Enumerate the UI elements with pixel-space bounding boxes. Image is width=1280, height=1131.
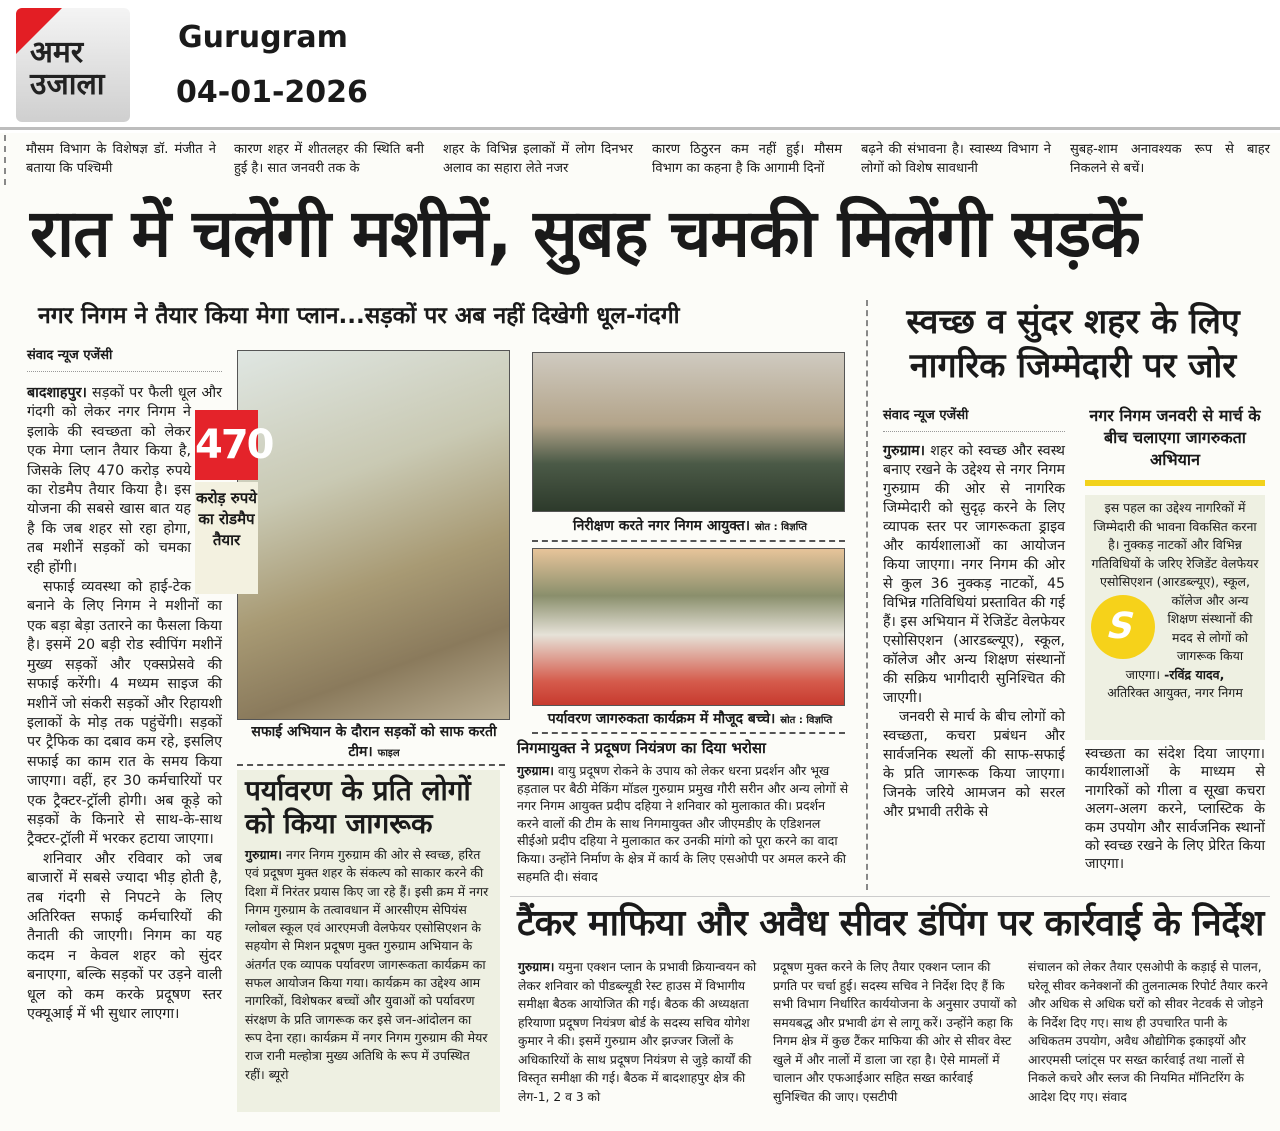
main-story-paragraph: सफाई व्यवस्था को हाई-टेक बनाने के लिए निगम ने मशीनों का एक बड़ा बेड़ा उतारने का फैसला किया है। इसमें 20 बड़ी रोड स्वीपिंग मशीनें मुख्य सड़कों और एक्सप्रेसवे की सफाई करेंगी। 4 मध्यम साइज की मशीनें जो संकरी सड़कों और रिहायशी इलाकों के मोड़ तक पहुंचेंगी। सड़कों पर ट्रैफिक का दबाव कम रहे, इसलिए सफाई का काम रात के समय किया जाएगा। वहीं, हर 30 कर्मचारियों पर एक ट्रैक्टर-ट्रॉली होगी। अब कूड़े को सड़कों के किनारे से साथ-के-साथ ट्रैक्टर-ट्रॉली में भरकर हटाया जाएगा।	[27, 579, 222, 848]
divider	[237, 764, 505, 766]
bottom-headline: टैंकर माफिया और अवैध सीवर डंपिंग पर कार्रवाई के निर्देश	[517, 903, 1264, 944]
logo-text-line2: उजाला	[30, 67, 105, 102]
top-strip-text: कारण शहर में शीतलहर की स्थिति बनी हुई है। सात जनवरी तक के	[234, 142, 424, 176]
quote-author: -रविंद्र यादव,	[1164, 666, 1225, 682]
divider	[532, 732, 845, 734]
yellow-accent-bar	[1085, 480, 1265, 486]
env-awareness-box	[237, 770, 500, 1112]
side-headline-block	[1085, 405, 1265, 471]
env-box-text: नगर निगम गुरुग्राम की ओर से स्वच्छ, हरित एवं प्रदूषण मुक्त शहर के संकल्प को साकार करने की दिशा में निरंतर प्रयास किए जा रहे हैं। इसी क्रम में नगर निगम गुरुग्राम के तत्वावधान में आरसीएम सेपियंस ग्लोबल स्कूल एवं आरएमजी वेलफेयर एसोसिएशन के सहयोग से मिशन प्रदूषण मुक्त गुरुग्राम अभियान के अंतर्गत एक व्यापक पर्यावरण जागरूकता कार्यक्रम का सफल आयोजन किया गया। कार्यक्रम का उद्देश्य आम नागरिकों, विशेषकर बच्चों और युवाओं को पर्यावरण संरक्षण के प्रति जागरूक कर इसे जन-आंदोलन का रूप देना रहा। कार्यक्रम में नगर निगम गुरुग्राम की मेयर राज रानी मल्होत्रा मुख्य अतिथि के रूप में उपस्थित रहीं। ब्यूरो	[245, 847, 489, 1082]
right-story-headline: स्वच्छ व सुंदर शहर के लिए नागरिक जिम्मेदारी पर जोर	[906, 302, 1240, 386]
highlight-label: करोड़ रुपये का रोडमैप तैयार	[195, 482, 258, 594]
top-strip-text: कारण ठिठुरन कम नहीं हुई। मौसम विभाग का कहना है कि आगामी दिनों	[652, 142, 842, 176]
env-box-headline: पर्यावरण के प्रति लोगों को किया जागरूक	[245, 774, 471, 840]
article-text: वायु प्रदूषण रोकने के उपाय को लेकर धरना प्रदर्शन और भूख हड़ताल पर बैठी मेकिंग मॉडल गुरुग्राम प्रमुख गौरी सरीन और अन्य लोगों से नगर निगम आयुक्त प्रदीप दहिया ने शनिवार को मुलाकात की। प्रदर्शन करने वालों की टीम के साथ निगमायुक्त और जीएमडीए के एडिशनल सीईओ प्रदीप दहिया ने मुलाकात कर उनकी मांगो को पूरा करने का वादा किया। उन्होंने निर्माण के क्षेत्र में कार्य के लिए एसओपी पर अमल करने की सहमति दी। संवाद	[517, 763, 849, 884]
quote-box	[1085, 495, 1265, 740]
edition-date: 04-01-2026	[176, 75, 368, 110]
bottom-story-column: गुरुग्राम। यमुना एक्शन प्लान के प्रभावी क्रियान्वयन को लेकर शनिवार को पीडब्ल्यूडी रेस्ट हाउस में विभागीय समीक्षा बैठक आयोजित की गई। बैठक की अध्यक्षता हरियाणा प्रदूषण नियंत्रण बोर्ड के सदस्य सचिव योगेश कुमार ने की। इसमें गुरुग्राम और झज्जर जिलों के अधिकारियों के साथ प्रदूषण नियंत्रण से जुड़े कार्यों की विस्तृत समीक्षा की गई। बैठक में बादशाहपुर क्षेत्र की लेग-1, 2 व 3 को	[518, 960, 757, 1104]
article-headline: निगमायुक्त ने प्रदूषण नियंत्रण का दिया भरोसा	[517, 739, 766, 757]
divider	[532, 540, 845, 542]
top-strip-text: मौसम विभाग के विशेषज्ञ डॉ. मंजीत ने बताया कि पश्चिमी	[26, 142, 216, 176]
side-headline: नगर निगम जनवरी से मार्च के बीच चलाएगा जागरुकता अभियान	[1089, 406, 1261, 469]
edition-name: Gurugram	[178, 20, 348, 55]
photo-caption: पर्यावरण जागरुकता कार्यक्रम में मौजूद बच्चे। स्रोत : विज्ञप्ति	[547, 711, 833, 727]
amar-ujala-logo	[16, 8, 130, 122]
divider	[4, 135, 6, 185]
quote-icon: S	[1091, 595, 1155, 659]
dateline: गुरुग्राम।	[518, 960, 555, 974]
dateline: गुरुग्राम।	[245, 847, 283, 862]
dateline: बादशाहपुर।	[27, 385, 87, 401]
dateline: गुरुग्राम।	[883, 443, 926, 459]
main-headline: रात में चलेंगी मशीनें, सुबह चमकी मिलेंगी सड़कें	[30, 195, 1140, 272]
right-story-column	[883, 405, 1065, 822]
top-strip-text: शहर के विभिन्न इलाकों में लोग दिनभर अलाव का सहारा लेते नजर	[443, 142, 633, 176]
quote-text: इस पहल का उद्देश्य नागरिकों में जिम्मेदारी की भावना विकसित करना है। नुक्कड़ नाटकों और विभिन्न गतिविधियों के जरिए रेजिडेंट वेलफेयर एसोसिएशन (आरडब्ल्यूए), स्कूल, कॉलेज और अन्य शिक्षण संस्थानों की मदद से लोगों को जागरूक किया जाएगा।	[1091, 500, 1259, 682]
right-story-paragraph: जनवरी से मार्च के बीच लोगों को स्वच्छता, कचरा प्रबंधन और सार्वजनिक स्थलों की साफ-सफाई के प्रति जागरूक किया जाएगा। जिनके जरिये आमजन को सरल और प्रभावी तरीके से	[883, 709, 1065, 820]
highlight-number: 470	[195, 410, 258, 480]
road-cleaning-photo	[237, 350, 510, 720]
photo-credit: फाइल	[377, 748, 400, 759]
column-divider	[866, 300, 868, 890]
right-story-continued: स्वच्छता का संदेश दिया जाएगा। कार्यशालाओं के माध्यम से नागरिकों को गीला व सूखा कचरा अलग-अलग करने, प्लास्टिक के कम उपयोग और सार्वजनिक स्थानों को स्वच्छ रखने के लिए प्रेरित किया जाएगा।	[1085, 746, 1265, 873]
logo-text-line1: अमर	[30, 35, 84, 70]
bottom-story-column: संचालन को लेकर तैयार एसओपी के कड़ाई से पालन, घरेलू सीवर कनेक्शनों की तुलनात्मक रिपोर्ट तैयार करने और अधिक से अधिक घरों को सीवर नेटवर्क से जोड़ने के निर्देश दिए गए। साथ ही उपचारित पानी के अधिकतम उपयोग, अवैध औद्योगिक इकाइयों और आरएमसी प्लांट्स पर सख्त कार्रवाई तथा नालों से निकले कचरे और स्लज की नियमित मॉनिटरिंग के आदेश दिए गए। संवाद	[1028, 960, 1268, 1104]
right-story-paragraph: गुरुग्राम। शहर को स्वच्छ और स्वस्थ बनाए रखने के उद्देश्य से नगर निगम गुरुग्राम की ओर से नागरिक जिम्मेदारी को सुदृढ़ करने के लिए व्यापक स्तर पर जागरूकता ड्राइव और कार्यशालाओं का आयोजन किया जाएगा। नगर निगम की ओर से कुल 36 नुक्कड़ नाटकों, 45 विभिन्न गतिविधियां प्रस्तावित की गई हैं। इस अभियान में रेजिडेंट वेलफेयर एसोसिएशन (आरडब्ल्यूए), स्कूल, कॉलेज और अन्य शिक्षण संस्थानों की सक्रिय भागीदारी सुनिश्चित की जाएगी।	[883, 443, 1065, 706]
inspection-photo	[532, 352, 845, 512]
highlight-box	[195, 410, 273, 594]
divider	[510, 896, 1270, 897]
photo-credit: स्रोत : विज्ञप्ति	[780, 715, 833, 726]
dateline: गुरुग्राम।	[517, 763, 555, 778]
top-strip-text: बढ़ने की संभावना है। स्वास्थ्य विभाग ने लोगों को विशेष सावधानी	[861, 142, 1051, 176]
children-program-photo	[532, 548, 845, 706]
top-strip-text: सुबह-शाम अनावश्यक रूप से बाहर निकलने से बचें।	[1070, 142, 1270, 176]
quote-author-title: अतिरिक्त आयुक्त, नगर निगम	[1107, 685, 1243, 700]
commissioner-article	[517, 738, 849, 885]
photo-credit: स्रोत : विज्ञप्ति	[754, 522, 808, 533]
page-header	[0, 0, 1280, 130]
sub-headline: नगर निगम ने तैयार किया मेगा प्लान...सड़कों पर अब नहीं दिखेगी धूल-गंदगी	[38, 303, 680, 329]
photo-caption: निरीक्षण करते नगर निगम आयुक्त। स्रोत : विज्ञप्ति	[572, 518, 808, 534]
main-story-paragraph: बादशाहपुर। सड़कों पर फैली धूल और गंदगी को लेकर नगर निगम ने इलाके की स्वच्छता को लेकर एक मेगा प्लान तैयार किया है, जिसके लिए 470 करोड़ रुपये का रोडमैप तैयार किया है। इस योजना की सबसे खास बात यह है कि जब शहर सो रहा होगा, तब मशीनें सड़कों को चमका रही होंगी।	[27, 385, 222, 576]
photo-caption: सफाई अभियान के दौरान सड़कों को साफ करती टीम। फाइल	[251, 724, 497, 760]
bottom-story-column: प्रदूषण मुक्त करने के लिए तैयार एक्शन प्लान की प्रगति पर चर्चा हुई। सदस्य सचिव ने निर्देश दिए हैं कि सभी विभाग निर्धारित कार्ययोजना के अनुसार उपायों को समयबद्ध और प्रभावी ढंग से लागू करें। उन्होंने कहा कि निगम क्षेत्र में कुछ टैंकर माफिया की ओर से सीवर वेस्ट खुले में और नालों में डाला जा रहा है। ऐसे मामलों में चालान और एफआईआर सहित सख्त कार्रवाई सुनिश्चित की जाए। एसटीपी	[773, 960, 1017, 1104]
byline: संवाद न्यूज एजेंसी	[27, 345, 222, 372]
main-story-paragraph: शनिवार और रविवार को जब बाजारों में सबसे ज्यादा भीड़ होती है, तब गंदगी से निपटने के लिए अतिरिक्त सफाई कर्मचारियों की तैनाती की जाएगी। निगम का यह कदम न केवल शहर को सुंदर बनाएगा, बल्कि सड़कों पर उड़ने वाली धूल को कम करके प्रदूषण स्तर एक्यूआई में भी सुधार लाएगा।	[27, 850, 222, 1022]
byline: संवाद न्यूज एजेंसी	[883, 405, 1065, 432]
